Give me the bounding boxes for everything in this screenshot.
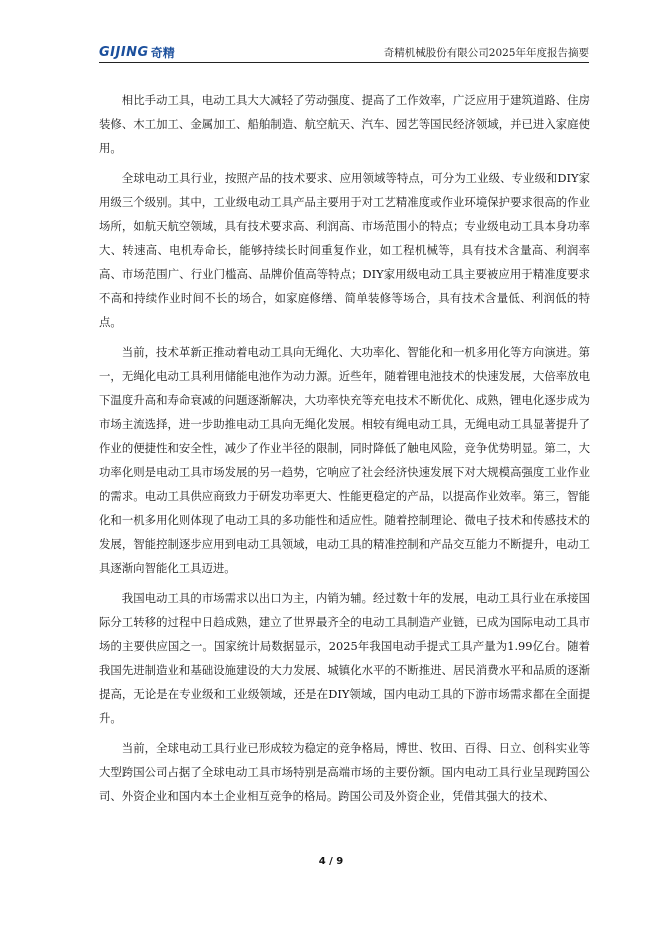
- logo-latin-text: GIJING: [99, 44, 149, 60]
- body-paragraph: 相比手动工具，电动工具大大减轻了劳动强度、提高了工作效率，广泛应用于建筑道路、住房装修、木工加工、金属加工、船舶制造、航空航天、汽车、园艺等国民经济领域，并已进入家庭使用。: [99, 93, 590, 155]
- logo-cjk-text: 奇精: [150, 45, 175, 60]
- page-header: [99, 42, 589, 64]
- body-paragraph: 当前，全球电动工具行业已形成较为稳定的竞争格局，博世、牧田、百得、日立、创科实业等大型跨国公司占据了全球电动工具市场特别是高端市场的主要份额。国内电动工具行业呈现跨国公司、外资企业和国内本土企业相互竞争的格局。跨国公司及外资企业，凭借其强大的技术、: [99, 741, 590, 803]
- company-logo: [99, 45, 175, 59]
- page-number: 4 / 9: [318, 856, 344, 867]
- report-title: 奇精机械股份有限公司2025年年度报告摘要: [383, 47, 589, 59]
- report-body: [99, 88, 590, 814]
- body-paragraph: 我国电动工具的市场需求以出口为主，内销为辅。经过数十年的发展，电动工具行业在承接国际分工转移的过程中日趋成熟，建立了世界最齐全的电动工具制造产业链，已成为国际电动工具市场的主要供应国之一。国家统计局数据显示，2025年我国电动手提式工具产量为1.99亿台。随着我国先进制造业和基础设施建设的大力发展、城镇化水平的不断推进、居民消费水平和品质的逐渐提高，无论是在专业级和工业级领域，还是在DIY领域，国内电动工具的下游市场需求都在全面提升。: [99, 591, 590, 725]
- body-paragraph: 全球电动工具行业，按照产品的技术要求、应用领域等特点，可分为工业级、专业级和DIY家用级三个级别。其中，工业级电动工具产品主要用于对工艺精准度或作业环境保护要求很高的作业场所，如航天航空领域，具有技术要求高、利润高、市场范围小的特点；专业级电动工具本身功率大、转速高、电机寿命长，能够持续长时间重复作业，如工程机械等，具有技术含量高、利润率高、市场范围广、行业门槛高、品牌价值高等特点；DIY家用级电动工具主要被应用于精准度要求不高和持续作业时间不长的场合，如家庭修缮、简单装修等场合，具有技术含量低、利润低的特点。: [99, 171, 590, 329]
- body-paragraph: 当前，技术革新正推动着电动工具向无绳化、大功率化、智能化和一机多用化等方向演进。第一，无绳化电动工具利用储能电池作为动力源。近些年，随着锂电池技术的快速发展，大倍率放电下温度升高和寿命衰减的问题逐渐解决，大功率快充等充电技术不断优化、成熟，锂电化逐步成为市场主流选择，进一步助推电动工具向无绳化发展。相较有绳电动工具，无绳电动工具显著提升了作业的便捷性和安全性，减少了作业半径的限制，同时降低了触电风险，竞争优势明显。第二，大功率化则是电动工具市场发展的另一趋势，它响应了社会经济快速发展下对大规模高强度工业作业的需求。电动工具供应商致力于研发功率更大、性能更稳定的产品，以提高作业效率。第三，智能化和一机多用化则体现了电动工具的多功能性和适应性。随着控制理论、微电子技术和传感技术的发展，智能控制逐步应用到电动工具领域，电动工具的精准控制和产品交互能力不断提升，电动工具逐渐向智能化工具迈进。: [99, 345, 590, 575]
- header-divider: [99, 62, 589, 63]
